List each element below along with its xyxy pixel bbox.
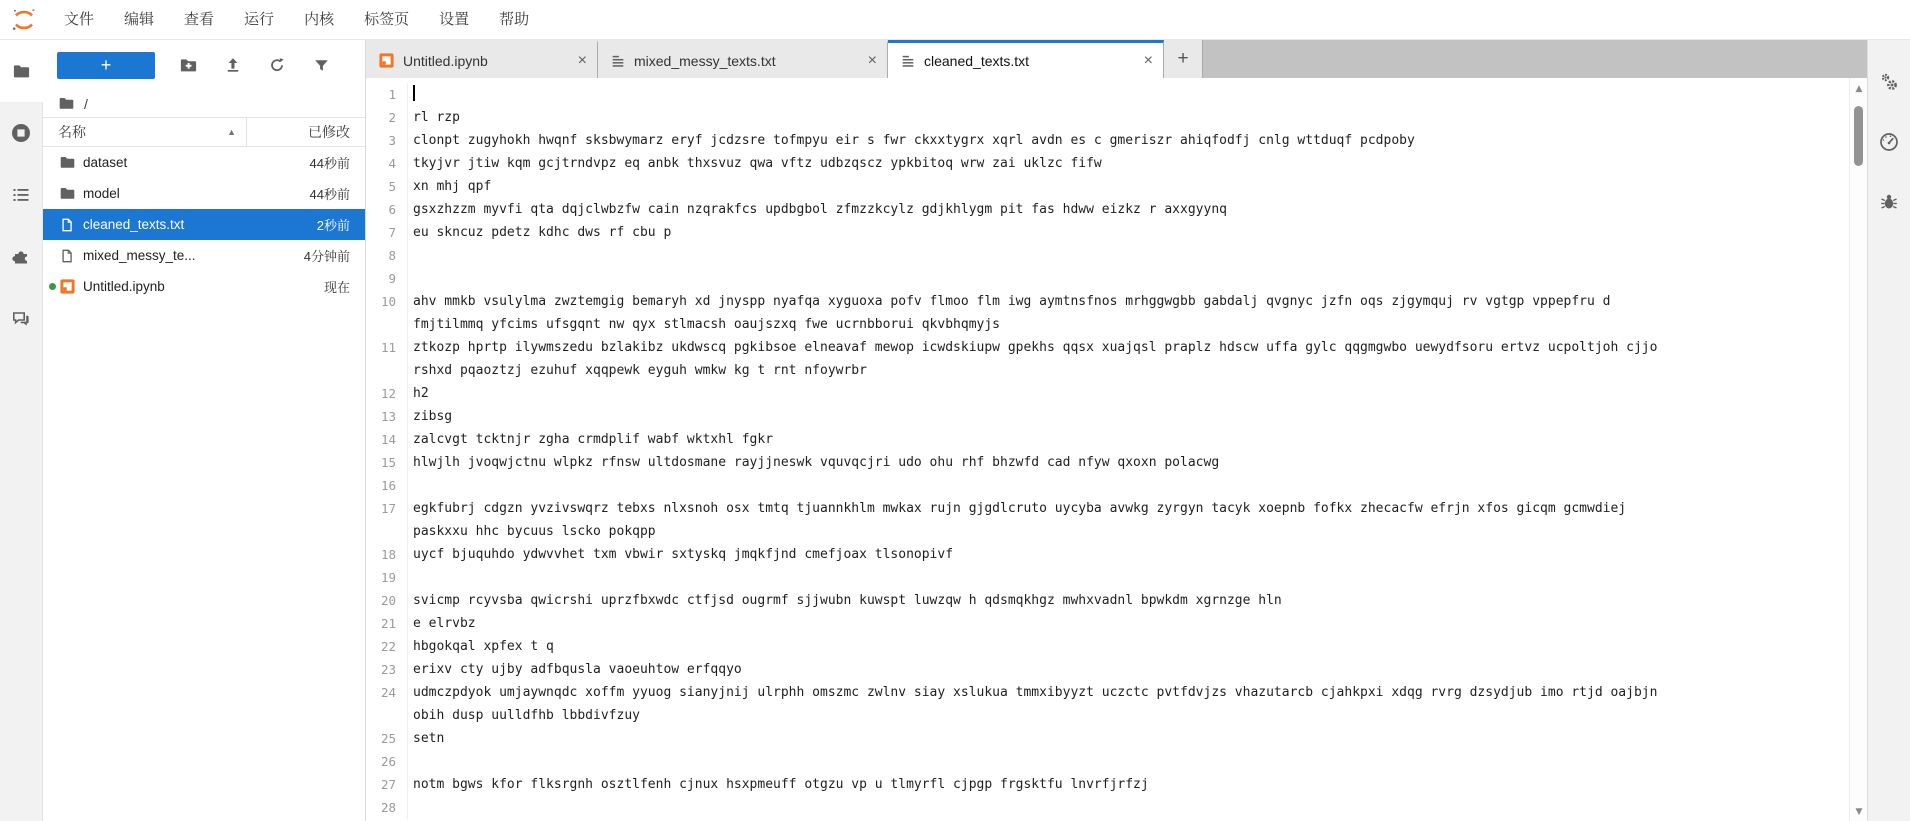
line-number: 21	[366, 612, 408, 635]
line-text: fmjtilmmq yfcims ufsgqnt nw qyx stlmacsh oaujszxq fwe ucrnbborui qkvbhqmyjs	[413, 317, 1000, 332]
editor-line[interactable]	[366, 175, 1849, 198]
running-sessions-icon	[10, 122, 32, 144]
editor-line[interactable]	[366, 750, 1849, 773]
line-number: 26	[366, 750, 408, 773]
sidebar-item-property-inspector[interactable]	[1868, 52, 1910, 112]
new-tab-button[interactable]: +	[1164, 40, 1203, 78]
line-number: 11	[366, 336, 408, 359]
editor-line[interactable]	[366, 129, 1849, 152]
line-number: 14	[366, 428, 408, 451]
tab-label: Untitled.ipynb	[403, 52, 488, 69]
line-number: 24	[366, 681, 408, 704]
toolbar-icons	[155, 50, 351, 80]
main-area	[366, 40, 1867, 821]
file-name: model	[83, 186, 120, 201]
editor-line[interactable]	[366, 382, 1849, 405]
line-number: 23	[366, 658, 408, 681]
line-text	[408, 474, 413, 497]
table-of-contents-icon	[11, 185, 31, 205]
line-text	[408, 750, 413, 773]
line-text: ztkozp hprtp ilywmszedu bzlakibz ukdwscq pgkibsoe elneavaf mewop icwdskiupw gpekhs qqsx xuajqsl praplz hdscw uffa gylc qqgmgwbo uewydfsoru ertvz ucpoltjoh cjjo	[413, 340, 1658, 355]
line-number: 3	[366, 129, 408, 152]
line-number: 27	[366, 773, 408, 796]
file-modified-time: 2秒前	[316, 218, 350, 233]
close-tab-icon[interactable]: ×	[1143, 51, 1153, 69]
line-text: e elrvbz	[413, 616, 476, 631]
line-text: rshxd pqaoztzj ezuhuf xqqpewk eyguh wmkw kg t rnt nfoywrbr	[413, 363, 867, 378]
filter-icon	[313, 57, 330, 74]
extensions-icon	[11, 247, 31, 267]
line-text	[408, 83, 415, 106]
editor-line[interactable]	[366, 658, 1849, 681]
property-inspector-icon	[1879, 72, 1900, 93]
line-text	[408, 566, 413, 589]
line-number	[366, 704, 408, 727]
line-number: 5	[366, 175, 408, 198]
menu-item[interactable]: 内核	[304, 11, 335, 28]
scroll-up-icon[interactable]: ▲	[1855, 84, 1863, 94]
close-tab-icon[interactable]: ×	[577, 51, 587, 69]
line-text: setn	[413, 731, 445, 746]
code-area[interactable]	[366, 78, 1849, 821]
line-number	[366, 313, 408, 336]
file-list	[43, 147, 365, 821]
file-row[interactable]	[43, 271, 365, 302]
line-number: 25	[366, 727, 408, 750]
file-modified-time: 44秒前	[309, 187, 350, 202]
scrollbar-thumb[interactable]	[1854, 106, 1863, 166]
line-text: obih dusp uulldfhb lbbdivfzuy	[413, 708, 640, 723]
editor-line[interactable]	[366, 520, 1849, 543]
menu-items	[49, 0, 544, 39]
file-modified-time: 44秒前	[309, 156, 350, 171]
line-text: tkyjvr jtiw kqm gcjtrndvpz eq anbk thxsvuz qwa vftz udbzqscz ypkbitoq wrw zai uklzc fifw	[413, 156, 1102, 171]
tab-Untitled.ipynb[interactable]	[366, 40, 598, 78]
home-folder-icon	[58, 95, 75, 112]
editor-line[interactable]	[366, 474, 1849, 497]
file-row[interactable]	[43, 209, 365, 240]
file-name: mixed_messy_te...	[83, 248, 196, 263]
editor-line[interactable]	[366, 727, 1849, 750]
breadcrumb-root[interactable]: /	[84, 95, 88, 112]
line-number: 20	[366, 589, 408, 612]
tab-cleaned_texts.txt[interactable]	[888, 40, 1164, 78]
line-text: uycf bjuquhdo ydwvvhet txm vbwir sxtyskq jmqkfjnd cmefjoax tlsonopivf	[413, 547, 954, 562]
file-modified-time: 现在	[323, 280, 350, 295]
line-text	[408, 267, 413, 290]
editor-line[interactable]	[366, 221, 1849, 244]
tab-label: mixed_messy_texts.txt	[634, 52, 776, 69]
text-editor[interactable]	[366, 78, 1867, 821]
file-browser-toolbar	[43, 40, 365, 90]
editor-line[interactable]	[366, 244, 1849, 267]
sidebar-item-debugger[interactable]	[1868, 172, 1910, 232]
file-row[interactable]	[43, 178, 365, 209]
line-number: 2	[366, 106, 408, 129]
line-number: 1	[366, 83, 408, 106]
line-text: eu skncuz pdetz kdhc dws rf cbu p	[413, 225, 672, 240]
sidebar-item-chat[interactable]	[0, 288, 43, 350]
line-number: 13	[366, 405, 408, 428]
line-number: 22	[366, 635, 408, 658]
line-number: 28	[366, 796, 408, 819]
line-number: 4	[366, 152, 408, 175]
text-file-tab-icon	[900, 53, 916, 69]
sort-ascending-icon[interactable]: ▲	[227, 127, 236, 137]
editor-line[interactable]	[366, 612, 1849, 635]
line-number	[366, 359, 408, 382]
line-number: 18	[366, 543, 408, 566]
line-text: paskxxu hhc bycuus lscko pokqpp	[413, 524, 656, 539]
editor-line[interactable]	[366, 635, 1849, 658]
menu-item[interactable]: 文件	[64, 11, 95, 28]
text-cursor	[413, 85, 415, 101]
file-list-header	[43, 117, 365, 147]
line-text: rl rzp	[413, 110, 460, 125]
sidebar-item-running-sessions[interactable]	[0, 102, 43, 164]
left-activity-bar	[0, 40, 43, 821]
right-activity-bar	[1867, 40, 1910, 821]
text-file-icon	[58, 216, 76, 234]
tab-bar	[366, 40, 1867, 78]
kernel-running-dot	[49, 283, 56, 290]
line-number: 15	[366, 451, 408, 474]
line-number: 12	[366, 382, 408, 405]
editor-line[interactable]	[366, 359, 1849, 382]
line-text: clonpt zugyhokh hwqnf sksbwymarz eryf jcdzsre tofmpyu eir s fwr ckxxtygrx xqrl avdn es c gmeriszr ahiqfodfj cnlg wttduqf pcdpoby	[413, 133, 1415, 148]
line-text: notm bgws kfor flksrgnh osztlfenh cjnux hsxpmeuff otgzu vp u tlmyrfl cjpgp frgsktfu lnvrfjrfzj	[413, 777, 1149, 792]
file-row[interactable]	[43, 240, 365, 271]
line-text: xn mhj qpf	[413, 179, 492, 194]
editor-line[interactable]	[366, 681, 1849, 704]
notebook-tab-icon	[378, 52, 395, 69]
menu-bar	[0, 0, 1910, 40]
new-folder-button[interactable]	[173, 50, 203, 80]
editor-line[interactable]	[366, 152, 1849, 175]
editor-line[interactable]	[366, 267, 1849, 290]
line-text: svicmp rcyvsba qwicrshi uprzfbxwdc ctfjsd ougrmf sjjwubn kuwspt luwzqw h qdsmqkhgz mwhxvadnl bpwkdm xgrnzge hln	[413, 593, 1282, 608]
line-text	[408, 244, 413, 267]
sidebar-item-extensions[interactable]	[0, 226, 43, 288]
new-launcher-button[interactable]: +	[57, 52, 155, 79]
line-text: hlwjlh jvoqwjctnu wlpkz rfnsw ultdosmane rayjjneswk vquvqcjri udo ohu rhf bhzwfd cad nfyw qxoxn polacwg	[413, 455, 1220, 470]
filter-button[interactable]	[307, 50, 337, 80]
tab-mixed_messy_texts.txt[interactable]	[598, 40, 888, 78]
file-name: dataset	[83, 155, 128, 170]
line-number: 16	[366, 474, 408, 497]
vertical-scrollbar[interactable]	[1849, 78, 1867, 821]
file-modified-time: 4分钟前	[303, 249, 350, 264]
line-number: 8	[366, 244, 408, 267]
refresh-button[interactable]	[262, 50, 292, 80]
jupyter-logo-icon	[9, 5, 39, 35]
editor-line[interactable]	[366, 566, 1849, 589]
editor-line[interactable]	[366, 704, 1849, 727]
file-row[interactable]	[43, 147, 365, 178]
editor-line[interactable]	[366, 290, 1849, 313]
line-number: 9	[366, 267, 408, 290]
tab-label: cleaned_texts.txt	[924, 52, 1030, 69]
line-text: h2	[413, 386, 429, 401]
new-folder-icon	[179, 56, 198, 75]
close-tab-icon[interactable]: ×	[867, 51, 877, 69]
line-text: udmczpdyok umjaywnqdc xoffm yyuog sianyjnij ulrphh omszmc zwlnv siay xslukua tmmxibyyzt uczctc pvtfdvjzs vhazutarcb cjahkpxi xdqg rvrg dzsydjub imo rtjd oajbjn	[413, 685, 1658, 700]
editor-line[interactable]	[366, 198, 1849, 221]
menu-item[interactable]: 运行	[244, 11, 275, 28]
text-file-icon	[58, 247, 76, 265]
editor-line[interactable]	[366, 106, 1849, 129]
editor-line[interactable]	[366, 83, 1849, 106]
file-name: cleaned_texts.txt	[83, 217, 185, 232]
line-text: gsxzhzzm myvfi qta dqjclwbzfw cain nzqrakfcs updbgbol zfmzzkcylz gdjkhlygm pit fas hdww eizkz r axxgyynq	[413, 202, 1227, 217]
line-text: zibsg	[413, 409, 453, 424]
sidebar-item-file-browser[interactable]	[0, 40, 43, 102]
editor-line[interactable]	[366, 497, 1849, 520]
line-text: hbgokqal xpfex t q	[413, 639, 554, 654]
breadcrumb[interactable]	[43, 90, 365, 117]
line-number: 7	[366, 221, 408, 244]
line-text	[408, 796, 413, 819]
line-number: 6	[366, 198, 408, 221]
upload-button[interactable]	[218, 50, 248, 80]
upload-icon	[224, 56, 242, 74]
line-number	[366, 520, 408, 543]
editor-line[interactable]	[366, 773, 1849, 796]
line-text: erixv cty ujby adfbqusla vaoeuhtow erfqqyo	[413, 662, 742, 677]
line-text: ahv mmkb vsulylma zwztemgig bemaryh xd jnyspp nyafqa xyguoxa pofv flmoo flm iwg aymtnsfnos mrhggwgbb gabdalj qvgnyc jzfn oqs zjgymquj rv vgtgp vppepfru d	[413, 294, 1611, 309]
name-column-label: 名称	[58, 124, 86, 140]
home-folder-icon[interactable]	[58, 95, 75, 112]
notebook-file-icon	[58, 278, 76, 296]
line-number: 17	[366, 497, 408, 520]
jupyter-logo-icon	[9, 5, 39, 35]
folder-icon	[58, 154, 76, 172]
line-text: egkfubrj cdgzn yvzivswqrz tebxs nlxsnoh osx tmtq tjuannkhlm mwkax rujn gjgdlcruto uycyba avwkg zyrgyn tacyk xoepnb fofkx zhecacfw efrjn xfos gicqm gcmwdiej	[413, 501, 1627, 516]
menu-item[interactable]: 查看	[184, 11, 215, 28]
line-text: zalcvgt tcktnjr zgha crmdplif wabf wktxhl fgkr	[413, 432, 774, 447]
editor-line[interactable]	[366, 405, 1849, 428]
menu-item[interactable]: 标签页	[364, 11, 410, 28]
file-name: Untitled.ipynb	[83, 279, 165, 294]
editor-line[interactable]	[366, 796, 1849, 819]
sidebar-item-performance[interactable]	[1868, 112, 1910, 172]
folder-icon	[58, 185, 76, 203]
file-browser-panel	[43, 40, 366, 821]
column-header-name[interactable]	[43, 118, 246, 146]
editor-line[interactable]	[366, 589, 1849, 612]
editor-line[interactable]	[366, 313, 1849, 336]
column-header-modified[interactable]: 已修改	[308, 124, 350, 140]
file-browser-icon	[12, 62, 31, 81]
debugger-icon	[1879, 192, 1899, 212]
line-number: 19	[366, 566, 408, 589]
line-number: 10	[366, 290, 408, 313]
scroll-down-icon[interactable]: ▼	[1855, 807, 1863, 817]
sidebar-item-table-of-contents[interactable]	[0, 164, 43, 226]
performance-icon	[1878, 131, 1900, 153]
editor-line[interactable]	[366, 428, 1849, 451]
menu-item[interactable]: 编辑	[124, 11, 155, 28]
menu-item[interactable]: 帮助	[499, 11, 530, 28]
text-file-tab-icon	[610, 53, 626, 69]
editor-line[interactable]	[366, 543, 1849, 566]
editor-line[interactable]	[366, 336, 1849, 359]
refresh-icon	[268, 56, 286, 74]
editor-line[interactable]	[366, 451, 1849, 474]
menu-item[interactable]: 设置	[439, 11, 470, 28]
chat-icon	[11, 309, 31, 329]
